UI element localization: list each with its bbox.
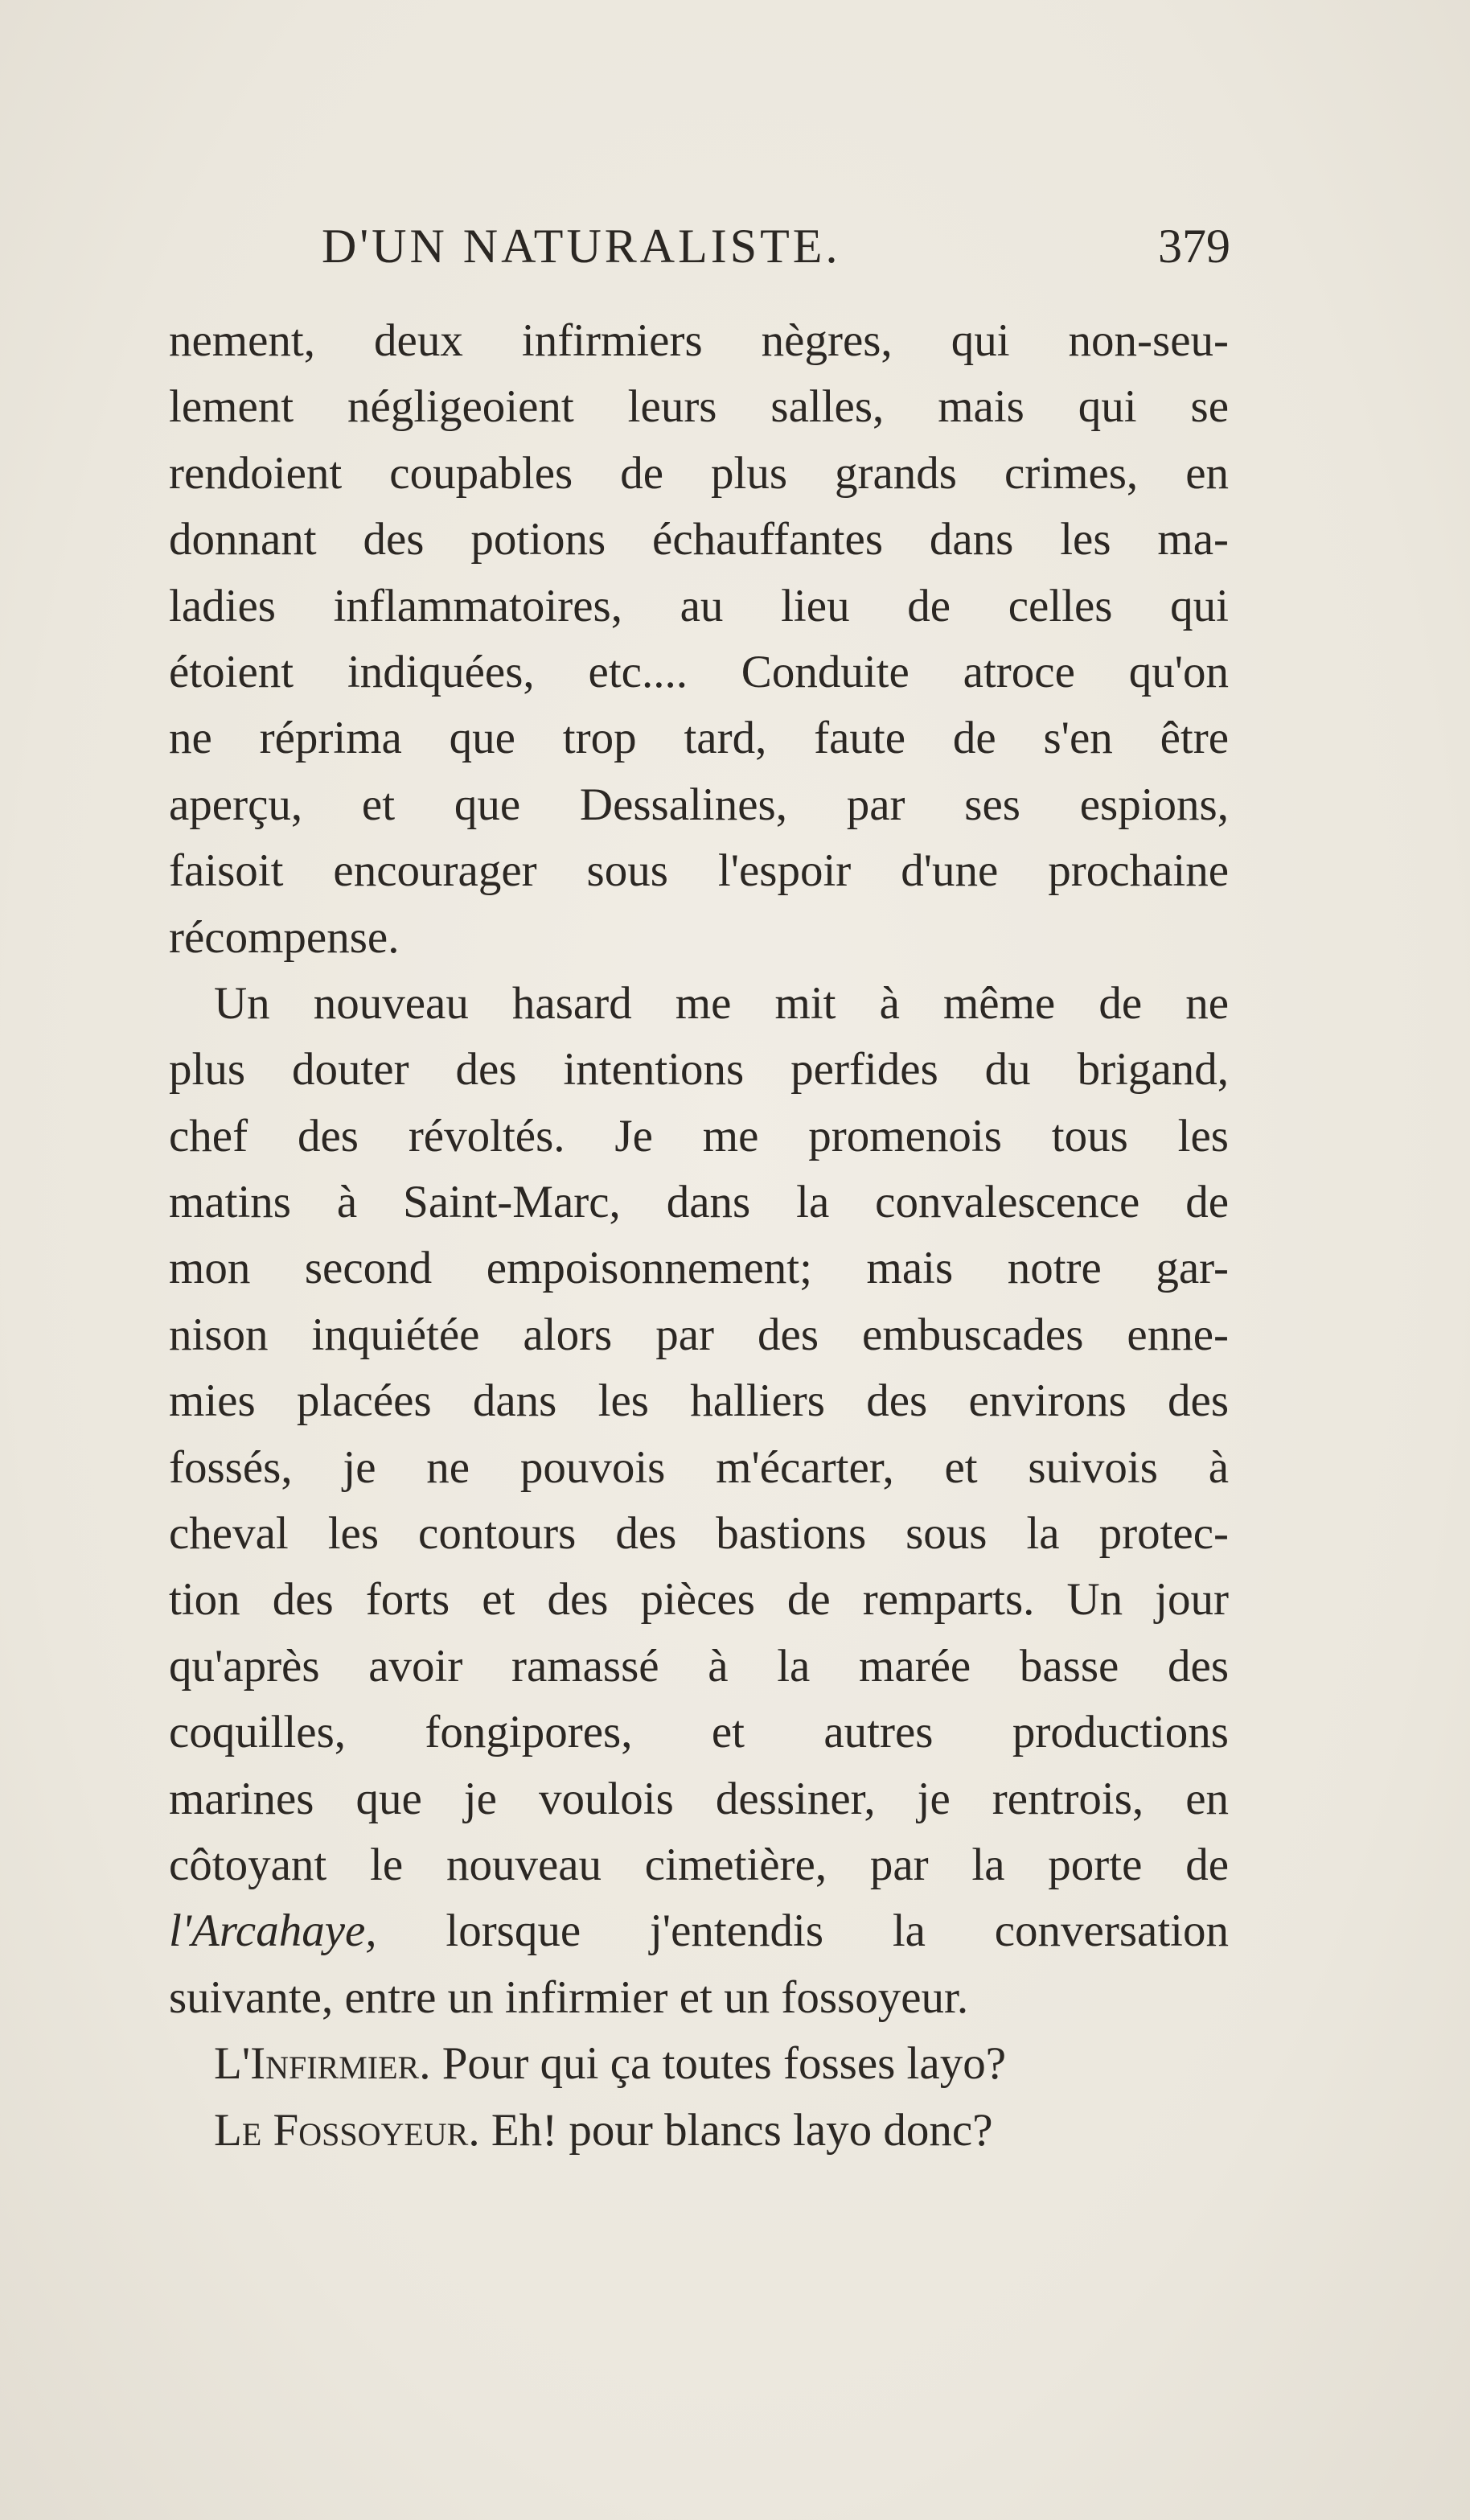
text-line: cheval les contours des bastions sous la protec-: [169, 1508, 1229, 1560]
text-line: qu'après avoir ramassé à la marée basse des: [169, 1640, 1229, 1692]
text-line: Un nouveau hasard me mit à même de ne: [214, 977, 1229, 1029]
dialogue-line: [169, 2098, 1229, 2164]
text-line: récompense.: [169, 911, 400, 963]
text-line: nement, deux infirmiers nègres, qui non-seu-: [169, 315, 1229, 366]
text-line: coquilles, fongipores, et autres productions: [169, 1707, 1229, 1758]
text-line: plus douter des intentions perfides du brigand,: [169, 1044, 1229, 1096]
text-line: ladies inflammatoires, au lieu de celles qui: [169, 580, 1229, 631]
text-line: matins à Saint-Marc, dans la convalescence de: [169, 1177, 1229, 1228]
text-line: nison inquiétée alors par des embuscades enne-: [169, 1309, 1229, 1360]
text-line: suivante, entre un infirmier et un fossoyeur.: [169, 1971, 969, 2023]
text-line: côtoyant le nouveau cimetière, par la porte de: [169, 1839, 1229, 1890]
text-line: lement négligeoient leurs salles, mais qui se: [169, 381, 1229, 433]
text-line: mon second empoisonnement; mais notre gar-: [169, 1243, 1229, 1294]
running-title: D'UN NATURALISTE.: [322, 220, 841, 273]
speech: Eh! pour blancs layo donc?: [479, 2104, 993, 2156]
text-line: ne réprima que trop tard, faute de s'en être: [169, 713, 1229, 764]
text-line: faisoit encourager sous l'espoir d'une prochaine: [169, 845, 1229, 897]
running-header: [322, 219, 1230, 291]
speaker-name: L'Infirmier.: [214, 2038, 431, 2090]
page-number: 379: [1158, 220, 1230, 273]
speaker-name: Le Fossoyeur.: [214, 2104, 480, 2156]
text-line: marines que je voulois dessiner, je rentrois, en: [169, 1773, 1229, 1824]
text-line: chef des révoltés. Je me promenois tous les: [169, 1110, 1229, 1161]
text-line: tion des forts et des pièces de remparts. Un jour: [169, 1574, 1229, 1626]
text-line: donnant des potions échauffantes dans les ma-: [169, 514, 1229, 565]
body-text: [169, 308, 1229, 2164]
place-name-italic: l'Arcahaye,: [169, 1905, 377, 1957]
text-line: mies placées dans les halliers des environs des: [169, 1375, 1229, 1427]
text-line: [169, 1898, 1229, 1964]
speech: Pour qui ça toutes fosses layo?: [430, 2038, 1006, 2090]
text-line: rendoient coupables de plus grands crimes, en: [169, 447, 1229, 499]
text-line: aperçu, et que Dessalines, par ses espions,: [169, 779, 1229, 830]
text-line: fossés, je ne pouvois m'écarter, et suivois à: [169, 1441, 1229, 1493]
text-segment: lorsque j'entendis la conversation: [376, 1905, 1229, 1957]
dialogue-line: [169, 2031, 1229, 2097]
text-line: étoient indiquées, etc.... Conduite atroce qu'on: [169, 646, 1229, 697]
